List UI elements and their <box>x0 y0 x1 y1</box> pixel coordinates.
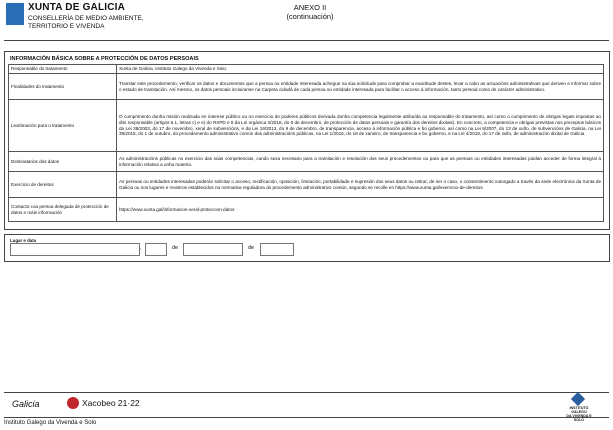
row-label: Contacto coa persoa delegada de protección de datos e máis información <box>9 198 117 222</box>
row-value: Tramitar este procedemento, verificar os datos e documentos que a persoa ou entidade interesada achegue na súa solicitude para comprobar a exactitude destes, levar a cabo as actuacións administrativas que deriven e informar sobre o estado de tramitación. Así mesmo, os datos persoais incluiranse na Carpeta cidadá de cada persoa ou entidade interesada para facilitar o acceso á información, tanto persoal como de carácter administrativo. <box>117 74 604 100</box>
department-name <box>28 15 144 30</box>
day-input[interactable] <box>145 243 167 256</box>
table-row <box>9 198 604 222</box>
row-label: Responsable do tratamento <box>9 65 117 74</box>
bottom-divider <box>4 417 609 418</box>
xunta-logo-icon <box>6 3 24 25</box>
header-divider <box>4 40 609 41</box>
place-input[interactable] <box>10 243 140 256</box>
table-row <box>9 172 604 198</box>
row-label: Finalidades do tratamento <box>9 74 117 100</box>
org-title: XUNTA DE GALICIA <box>28 2 126 13</box>
table-row <box>9 65 604 74</box>
annex-heading <box>270 3 350 21</box>
de-text-1: de <box>172 245 179 251</box>
comma-text: , <box>140 245 142 251</box>
galicia-logo: Galicia <box>12 399 40 409</box>
row-value: O cumprimento dunha misión realizada en interese público ou no exercicio de poderes públicos derivada dunha competencia legalmente atribuída ao responsable do tratamento, así como o cumprimento de obrigas legais impostas ao dito responsable (artigos 6.1, letras c) e e) do RXPD e 8 da Lei orgánica 3/2018, do 5 de decembro, de protección de datos persoais e garantía dos dereitos dixitais). En concreto, a competencia e obrigas previstas nos preceptos básicos da Lei 38/2003, do 17 de novembro, xeral de subvencións, e da Lei 19/2013, do 9 de decembro, de transparencia, acceso á información pública e bo goberno, así como na Lei 9/2007, do 13 de xuño, de subvencións de Galicia, na Lei 39/2015, do 1 de outubro, do procedemento administrativo común das administracións públicas, na Lei 1/2016, do 18 de xaneiro, de transparencia e bo goberno, e na Lei 4/2019, do 17 de xullo, de administración dixital de Galicia <box>117 100 604 152</box>
igvs-line-2: DA VIVENDA E SOLO <box>566 414 592 422</box>
table-row <box>9 74 604 100</box>
data-protection-title: INFORMACIÓN BÁSICA SOBRE A PROTECCIÓN DE DATOS PERSOAIS <box>10 56 199 62</box>
igvs-line-1: INSTITUTO GALEGO <box>569 406 589 414</box>
footer-divider <box>4 392 609 393</box>
department-line-1: CONSELLERÍA DE MEDIO AMBIENTE, <box>28 15 144 22</box>
igvs-logo-icon <box>571 392 585 406</box>
xacobeo-icon <box>67 397 79 409</box>
table-row <box>9 152 604 172</box>
de-text-2: de <box>248 245 255 251</box>
igvs-logo-text <box>566 406 592 422</box>
row-label: Destinatarios dos datos <box>9 152 117 172</box>
footer-org-name: Instituto Galego da Vivenda e Solo <box>4 420 97 426</box>
row-label: Lexitimación para o tratamento <box>9 100 117 152</box>
row-value: As persoas ou entidades interesadas poderán solicitar o acceso, rectificación, oposición, limitación, portabilidade e supresión dos seus datos ou retirar, de ser o caso, o consentimento outorgado a través da sede electrónica da Xunta de Galicia ou nos lugares e rexistros establecidos na normativa reguladora do procedemento administrativo común, segundo se recolle en https://www.xunta.gal/exercicio-de-dereitos <box>117 172 604 198</box>
row-label: Exercicio de dereitos <box>9 172 117 198</box>
year-input[interactable] <box>260 243 294 256</box>
place-date-label: Lugar e data <box>10 238 37 243</box>
annex-title: ANEXO II <box>293 3 327 12</box>
xacobeo-logo: Xacobeo 21·22 <box>82 398 140 408</box>
row-value: https://www.xunta.gal/informacion-xeral-proteccion-datos <box>117 198 604 222</box>
row-value: Xunta de Galicia. Instituto Galego da Vivenda e Solo. <box>117 65 604 74</box>
table-row <box>9 100 604 152</box>
data-protection-table <box>8 64 604 222</box>
department-line-2: TERRITORIO E VIVENDA <box>28 22 105 30</box>
row-value: As administracións públicas no exercicio das súas competencias, cando sexa necesario para a tramitación e resolución dos seus procedementos ou para que as persoas ou entidades interesadas poidan acceder de forma integral á información relativa a unha materia. <box>117 152 604 172</box>
month-input[interactable] <box>183 243 243 256</box>
annex-subtitle: (continuación) <box>286 12 334 21</box>
